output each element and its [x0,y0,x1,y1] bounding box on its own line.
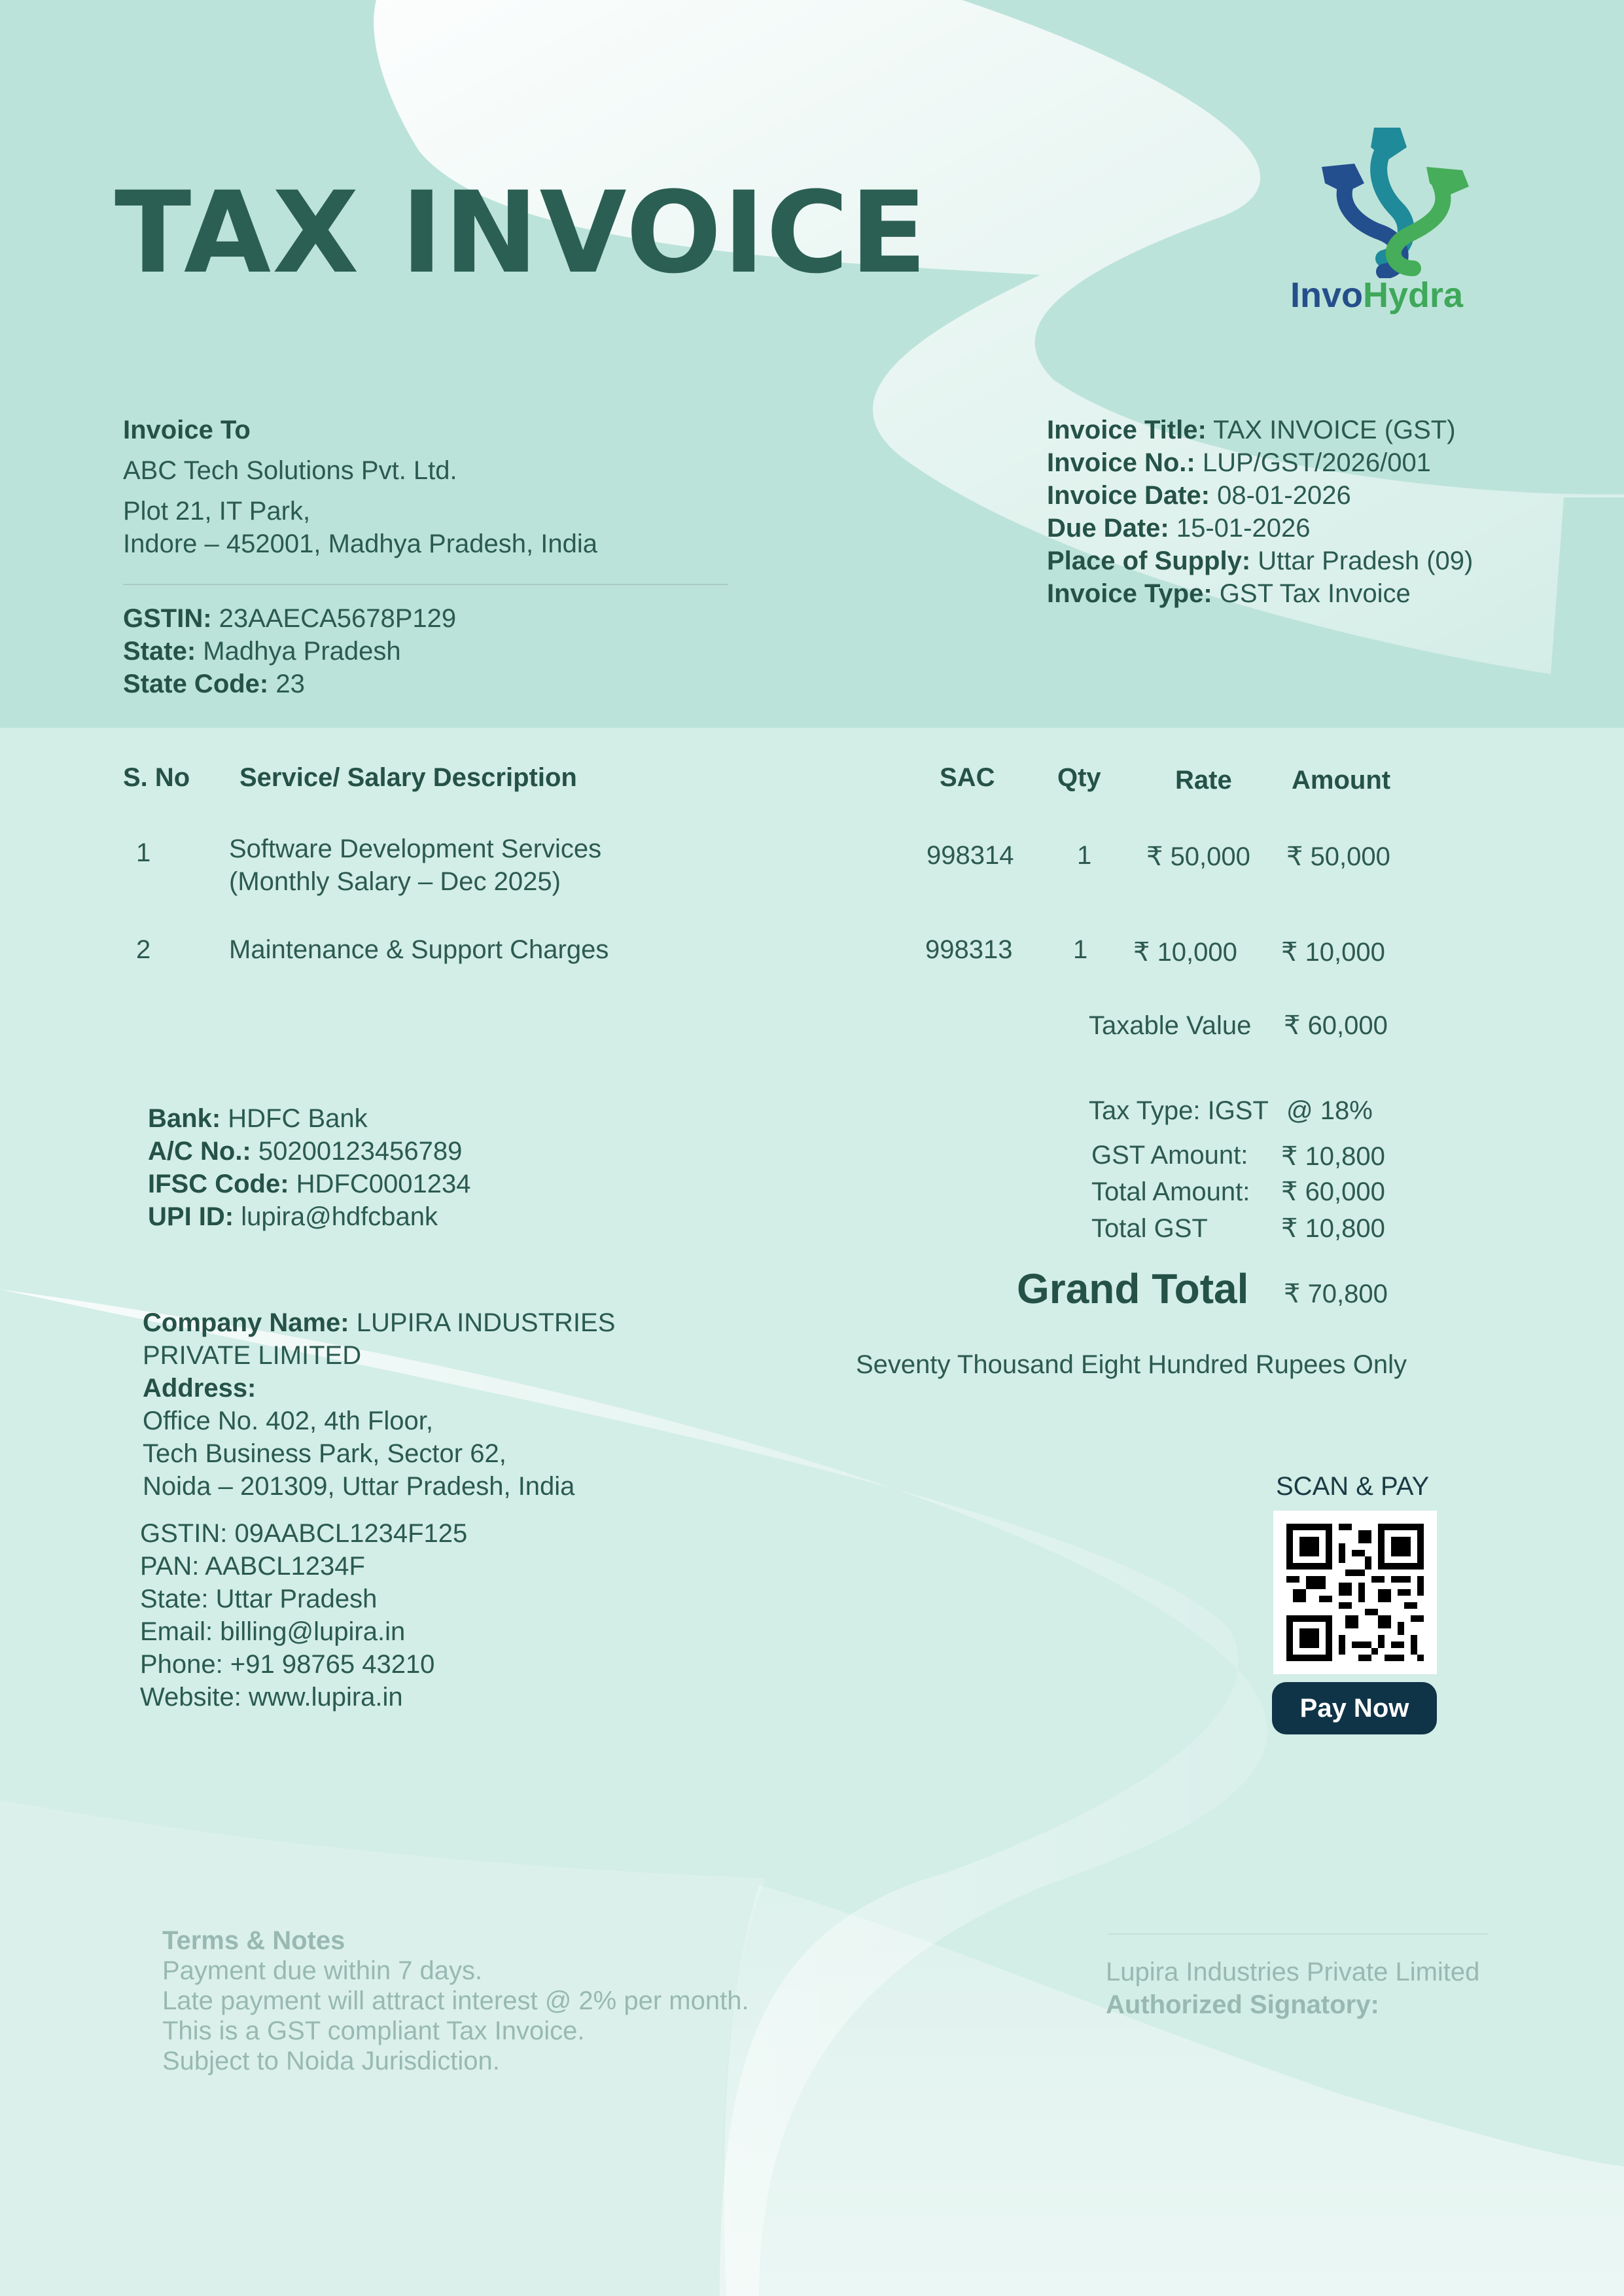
table-header-description: Service/ Salary Description [239,763,577,792]
customer-gstin: GSTIN: 23AAECA5678P129 [123,604,457,633]
company-email: Email: billing@lupira.in [140,1617,406,1646]
grand-total-value: ₹ 70,800 [1284,1280,1388,1308]
company-address-label: Address: [143,1374,256,1403]
invohydra-logo-icon [1309,121,1479,278]
company-gstin: GSTIN: 09AABCL1234F125 [140,1519,468,1548]
company-pan: PAN: AABCL1234F [140,1552,365,1581]
company-name-line-2: PRIVATE LIMITED [143,1341,362,1370]
customer-address-line-2: Indore – 452001, Madhya Pradesh, India [123,529,597,558]
invoice-title-row: Invoice Title: TAX INVOICE (GST) [1047,416,1456,444]
taxable-value: ₹ 60,000 [1284,1011,1388,1040]
table-row-2-amount: ₹ 10,000 [1281,938,1385,967]
signatory-line [1108,1933,1488,1935]
table-row-1-sac: 998314 [927,841,1014,870]
table-row-1-sno: 1 [136,838,151,867]
due-date-row: Due Date: 15-01-2026 [1047,514,1311,543]
customer-state: State: Madhya Pradesh [123,637,401,666]
total-gst: ₹ 10,800 [1281,1214,1385,1243]
bank-name-row: Bank: HDFC Bank [148,1104,368,1133]
customer-tax-info [123,602,456,700]
scan-pay-label: SCAN & PAY [1276,1472,1430,1501]
invoice-to-divider [123,584,728,585]
table-row-2-sno: 2 [136,935,151,964]
table-row-1-qty: 1 [1077,841,1092,870]
account-number-row: A/C No.: 50200123456789 [148,1137,463,1166]
total-amount: ₹ 60,000 [1281,1177,1385,1206]
grand-total-label: Grand Total [1017,1265,1249,1312]
company-contact [140,1517,467,1713]
table-row-2-description: Maintenance & Support Charges [229,935,609,964]
table-row-2-qty: 1 [1073,935,1088,964]
terms-line-3: This is a GST compliant Tax Invoice. [162,2017,585,2045]
customer-address-line-1: Plot 21, IT Park, [123,497,311,526]
tax-type-label: Tax Type: IGST [1089,1096,1269,1125]
invoice-type-row: Invoice Type: GST Tax Invoice [1047,579,1411,608]
table-row-1-amount: ₹ 50,000 [1286,842,1390,871]
invoice-number-row: Invoice No.: LUP/GST/2026/001 [1047,448,1431,477]
terms-line-1: Payment due within 7 days. [162,1956,483,1985]
company-name-row: Company Name: LUPIRA INDUSTRIES [143,1308,616,1337]
company-phone: Phone: +91 98765 43210 [140,1650,435,1679]
table-header-qty: Qty [1057,763,1101,792]
customer-name: ABC Tech Solutions Pvt. Ltd. [123,456,457,485]
customer-state-code: State Code: 23 [123,670,305,698]
terms-section [162,1926,749,2076]
amount-in-words: Seventy Thousand Eight Hundred Rupees Only [856,1350,1407,1379]
total-amount-label: Total Amount: [1091,1177,1250,1206]
table-header-sac: SAC [940,763,995,792]
company-state: State: Uttar Pradesh [140,1585,378,1613]
signatory-label: Authorized Signatory: [1106,1990,1379,2019]
pay-now-button[interactable]: Pay Now [1272,1682,1437,1734]
table-row-2-sac: 998313 [925,935,1013,964]
upi-id-row: UPI ID: lupira@hdfcbank [148,1202,438,1231]
invoice-date-row: Invoice Date: 08-01-2026 [1047,481,1351,510]
table-row-1-description: Software Development Services (Monthly Salary – Dec 2025) [229,834,602,896]
terms-heading: Terms & Notes [162,1926,345,1955]
invoice-to-section [123,414,597,560]
brand-part-1: Invo [1290,276,1364,315]
table-header-amount: Amount [1292,766,1391,795]
bank-details [148,1102,471,1233]
brand-name [1290,275,1463,315]
company-address-line-2: Tech Business Park, Sector 62, [143,1439,506,1468]
terms-line-2: Late payment will attract interest @ 2% per month. [162,1986,749,2015]
gst-amount: ₹ 10,800 [1281,1142,1385,1171]
table-header-rate: Rate [1175,766,1232,795]
table-header-sno: S. No [123,763,190,792]
brand-part-2: Hydra [1363,276,1464,315]
signatory-company: Lupira Industries Private Limited [1106,1958,1480,1986]
taxable-value-label: Taxable Value [1089,1011,1252,1040]
ifsc-code-row: IFSC Code: HDFC0001234 [148,1170,471,1198]
terms-line-4: Subject to Noida Jurisdiction. [162,2047,500,2075]
tax-rate: @ 18% [1286,1096,1373,1125]
place-of-supply-row: Place of Supply: Uttar Pradesh (09) [1047,547,1474,575]
total-gst-label: Total GST [1091,1214,1208,1243]
page-title: TAX INVOICE [115,167,928,298]
qr-code[interactable] [1273,1511,1437,1674]
company-address-line-3: Noida – 201309, Uttar Pradesh, India [143,1472,575,1501]
invoice-meta-section [1047,414,1473,610]
company-details [143,1306,615,1503]
table-row-2-rate: ₹ 10,000 [1133,938,1237,967]
table-row-1-rate: ₹ 50,000 [1146,842,1250,871]
signatory-section [1106,1956,1479,2021]
invoice-to-heading: Invoice To [123,416,251,444]
company-website: Website: www.lupira.in [140,1683,403,1712]
qr-code-icon [1273,1511,1437,1674]
company-address-line-1: Office No. 402, 4th Floor, [143,1407,433,1435]
gst-amount-label: GST Amount: [1091,1141,1248,1170]
